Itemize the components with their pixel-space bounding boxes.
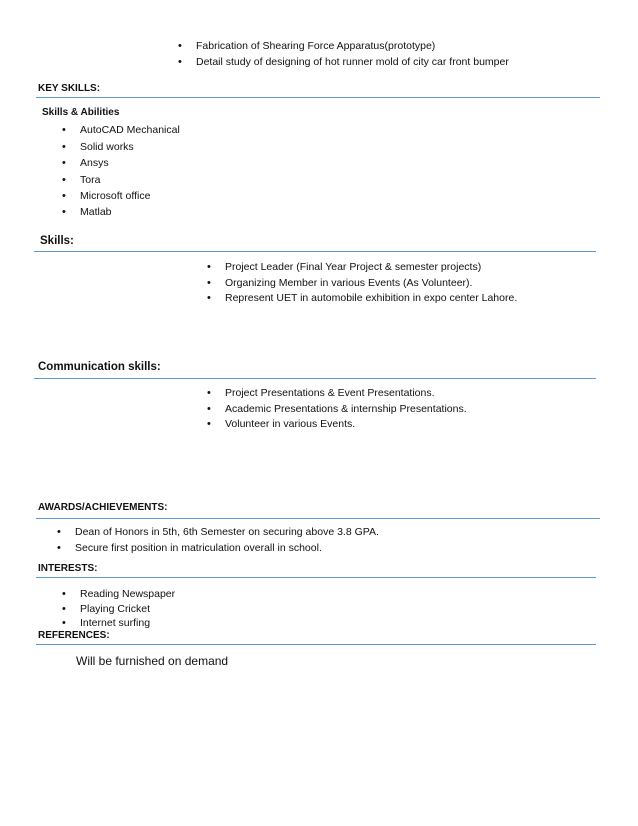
section-divider	[36, 577, 596, 578]
communication-skills-heading: Communication skills:	[38, 361, 161, 373]
list-item: • Playing Cricket	[62, 602, 175, 617]
references-text: Will be furnished on demand	[76, 654, 229, 668]
list-item: • Fabrication of Shearing Force Apparatus(prototype)	[178, 39, 509, 55]
project-list	[178, 39, 509, 70]
skills-heading: Skills:	[40, 235, 74, 247]
list-item: • Academic Presentations & internship Presentations.	[207, 402, 467, 418]
references-heading: REFERENCES:	[38, 630, 110, 641]
list-item: • Project Presentations & Event Presentations.	[207, 386, 467, 402]
list-item: • Organizing Member in various Events (As Volunteer).	[207, 276, 517, 292]
awards-heading: AWARDS/ACHIEVEMENTS:	[38, 502, 168, 513]
key-skills-heading: KEY SKILLS:	[38, 83, 101, 94]
section-divider	[34, 251, 596, 252]
list-item: • Secure first position in matriculation overall in school.	[57, 540, 379, 556]
list-item: • Tora	[62, 172, 180, 189]
list-item: • Dean of Honors in 5th, 6th Semester on securing above 3.8 GPA.	[57, 524, 379, 540]
section-divider	[36, 644, 596, 645]
list-item: • Detail study of designing of hot runner mold of city car front bumper	[178, 55, 509, 71]
list-item: • AutoCAD Mechanical	[62, 122, 180, 139]
list-item: • Ansys	[62, 155, 180, 172]
section-divider	[36, 97, 600, 98]
interests-heading: INTERESTS:	[38, 563, 98, 574]
communication-skills-list	[207, 386, 467, 433]
awards-list	[57, 524, 379, 556]
skills-list	[207, 260, 517, 307]
section-divider	[36, 518, 600, 519]
key-skills-list	[62, 122, 180, 219]
section-divider	[34, 378, 596, 379]
list-item: • Represent UET in automobile exhibition in expo center Lahore.	[207, 291, 517, 307]
list-item: • Microsoft office	[62, 188, 180, 205]
list-item: • Matlab	[62, 205, 180, 219]
list-item: • Solid works	[62, 139, 180, 156]
list-item: • Volunteer in various Events.	[207, 417, 467, 433]
list-item: • Internet surfing	[62, 616, 175, 631]
skills-abilities-subheading: Skills & Abilities	[42, 107, 120, 118]
list-item: • Project Leader (Final Year Project & semester projects)	[207, 260, 517, 276]
interests-list	[62, 587, 175, 631]
list-item: • Reading Newspaper	[62, 587, 175, 602]
